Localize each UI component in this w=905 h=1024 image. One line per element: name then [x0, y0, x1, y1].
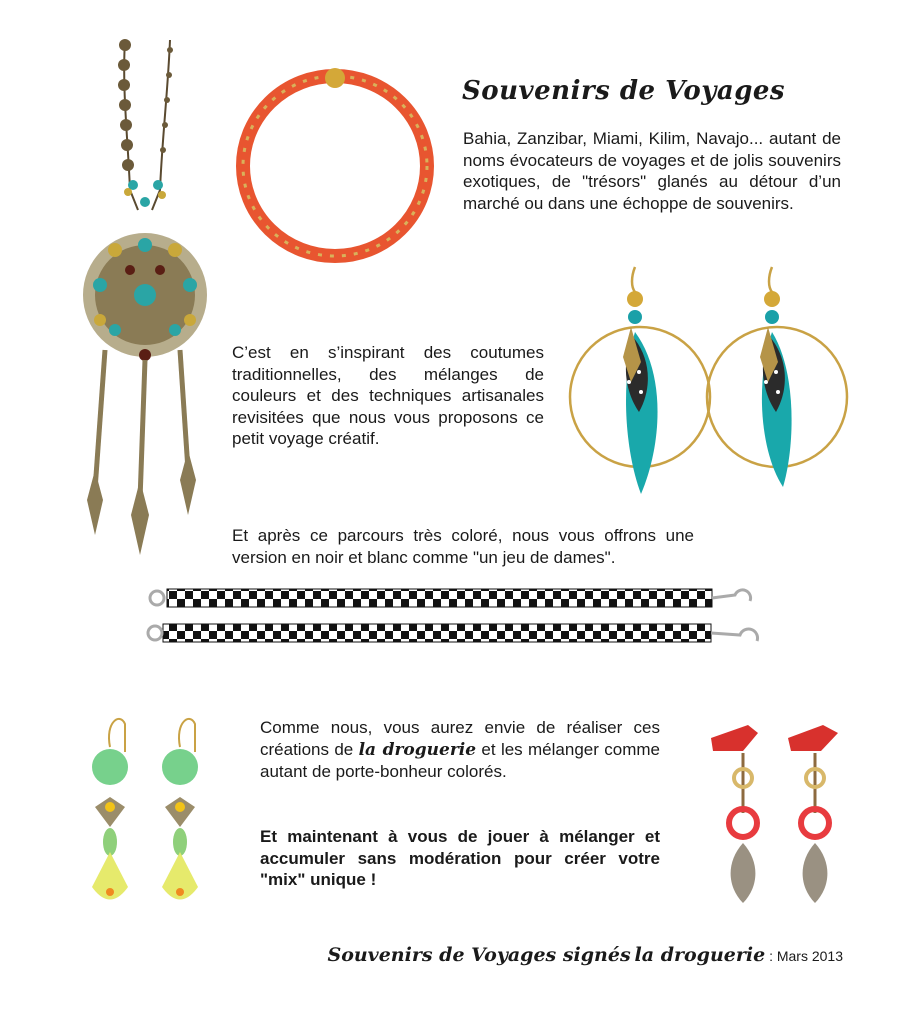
footer-date: : Mars 2013 — [769, 948, 843, 964]
intro-paragraph: Bahia, Zanzibar, Miami, Kilim, Navajo... autant de noms évocateurs de voyages et de jolis souvenirs exotiques, de "trésors" glanés au détour d’un marché ou dans une échoppe de souvenirs. — [463, 129, 841, 213]
green-earrings-image — [80, 712, 215, 917]
orange-bracelet-image — [230, 66, 440, 266]
inspiration-paragraph: C’est en s’inspirant des coutumes traditionnelles, des mélanges de couleurs et des techniques artisanales revisitées que nous vous proposons ce petit voyage créatif. — [232, 343, 544, 448]
bird-earrings-image — [703, 713, 853, 908]
page-title: Souvenirs de Voyages — [462, 76, 786, 106]
create-paragraph — [260, 717, 660, 783]
feather-earrings-image — [565, 262, 860, 502]
create-text-after: et les mélanger comme autant de porte-bonheur colorés. — [260, 739, 660, 781]
brand-inline: la droguerie — [358, 739, 477, 760]
footer — [327, 944, 843, 966]
closing-paragraph: Et maintenant à vous de jouer à mélanger et accumuler sans modération pour créer votre "mix" unique ! — [260, 827, 660, 889]
checkered-bracelets-image — [145, 583, 773, 655]
create-text-before: Comme nous, vous aurez envie de réaliser ces créations de — [260, 718, 660, 759]
footer-brand: la droguerie — [634, 944, 766, 966]
necklace-image — [70, 30, 220, 560]
checkers-paragraph: Et après ce parcours très coloré, nous vous offrons une version en noir et blanc comme "un jeu de dames". — [232, 526, 694, 567]
footer-script: Souvenirs de Voyages signés — [327, 944, 631, 966]
